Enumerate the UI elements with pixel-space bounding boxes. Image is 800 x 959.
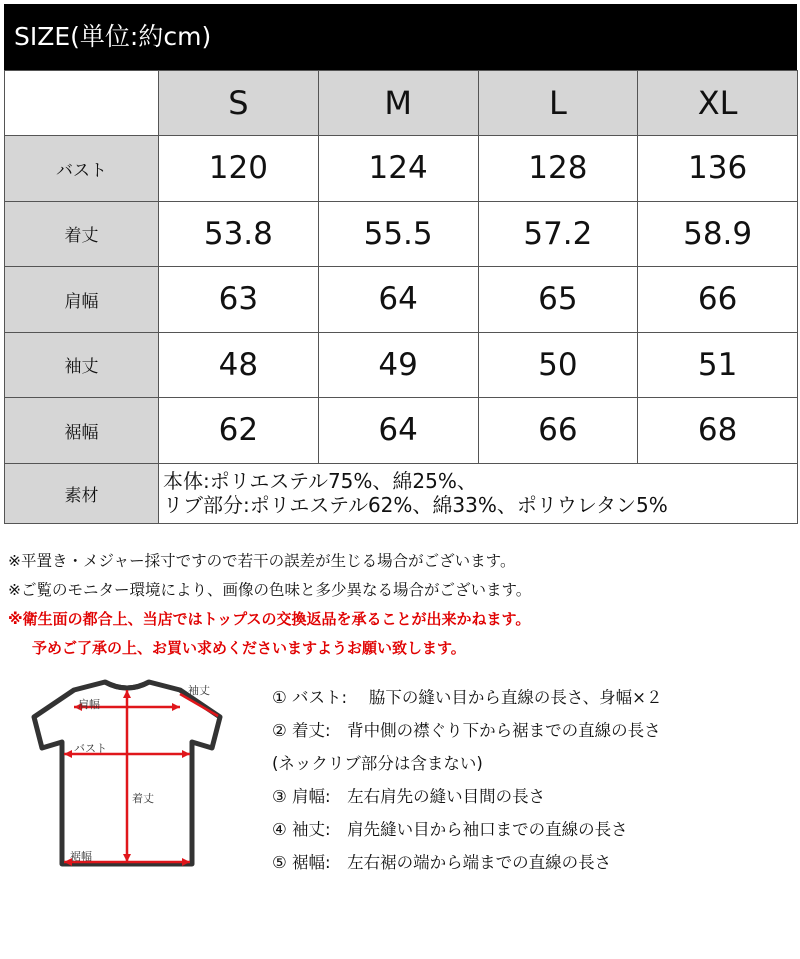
warning-acknowledge: 予めご了承の上、お買い求めくださいますようお願い致します。 [32,639,466,657]
row-label-material: 素材 [5,463,159,523]
table-cell: 48 [159,332,319,398]
table-cell: 120 [159,136,319,202]
legend-item-length: ② 着丈: 背中側の襟ぐり下から裾までの直線の長さ [272,721,661,740]
table-cell: 68 [638,398,798,464]
table-cell: 50 [478,332,638,398]
table-row [5,201,798,267]
table-cell: 64 [318,398,478,464]
diagram-label-bust: バスト [74,742,107,755]
table-cell: 66 [638,267,798,333]
notes [8,547,788,663]
table-cell: 65 [478,267,638,333]
size-header-xl: XL [638,71,798,136]
table-cell: 53.8 [159,201,319,267]
diagram-label-sleeve: 袖丈 [188,684,210,697]
size-header-l: L [478,71,638,136]
size-header-s: S [159,71,319,136]
legend-item-sleeve: ④ 袖丈: 肩先縫い目から袖口までの直線の長さ [272,820,628,839]
table-cell: 58.9 [638,201,798,267]
tshirt-diagram [20,672,250,872]
material-line-2: リブ部分:ポリエステル62%、綿33%、ポリウレタン5% [163,493,668,517]
tshirt-outline-icon [20,672,250,872]
table-cell: 63 [159,267,319,333]
legend-item-length-note: (ネックリブ部分は含まない) [272,754,483,773]
legend-item-bust: ① バスト: 脇下の縫い目から直線の長さ、身幅×２ [272,688,663,707]
row-label-length: 着丈 [5,201,159,267]
table-cell: 57.2 [478,201,638,267]
measurement-legend [272,681,792,879]
size-table [4,70,798,524]
table-cell: 51 [638,332,798,398]
legend-item-shoulder: ③ 肩幅: 左右肩先の縫い目間の長さ [272,787,546,806]
row-label-sleeve: 袖丈 [5,332,159,398]
diagram-label-length: 着丈 [132,792,154,805]
diagram-label-hem: 裾幅 [70,850,92,863]
table-cell: 128 [478,136,638,202]
diagram-label-shoulder: 肩幅 [78,698,100,711]
material-cell [159,463,798,523]
size-header-m: M [318,71,478,136]
row-label-shoulder: 肩幅 [5,267,159,333]
legend-item-hem: ⑤ 裾幅: 左右裾の端から端までの直線の長さ [272,853,612,872]
table-row [5,136,798,202]
table-cell: 55.5 [318,201,478,267]
table-cell: 49 [318,332,478,398]
row-label-bust: バスト [5,136,159,202]
size-header-row [5,71,798,136]
warning-no-returns: ※衛生面の都合上、当店ではトップスの交換返品を承ることが出来かねます。 [8,610,531,628]
table-cell: 64 [318,267,478,333]
row-label-hem: 裾幅 [5,398,159,464]
table-cell: 136 [638,136,798,202]
material-row [5,463,798,523]
note-measurement: ※平置き・メジャー採寸ですので若干の誤差が生じる場合がございます。 [8,552,516,570]
table-cell: 66 [478,398,638,464]
table-cell: 62 [159,398,319,464]
table-row [5,398,798,464]
table-row [5,267,798,333]
note-monitor: ※ご覧のモニター環境により、画像の色味と多少異なる場合がございます。 [8,581,532,599]
table-cell: 124 [318,136,478,202]
material-line-1: 本体:ポリエステル75%、綿25%、 [163,469,477,493]
size-title: SIZE(単位:約cm) [4,4,797,70]
table-row [5,332,798,398]
corner-cell [5,71,159,136]
